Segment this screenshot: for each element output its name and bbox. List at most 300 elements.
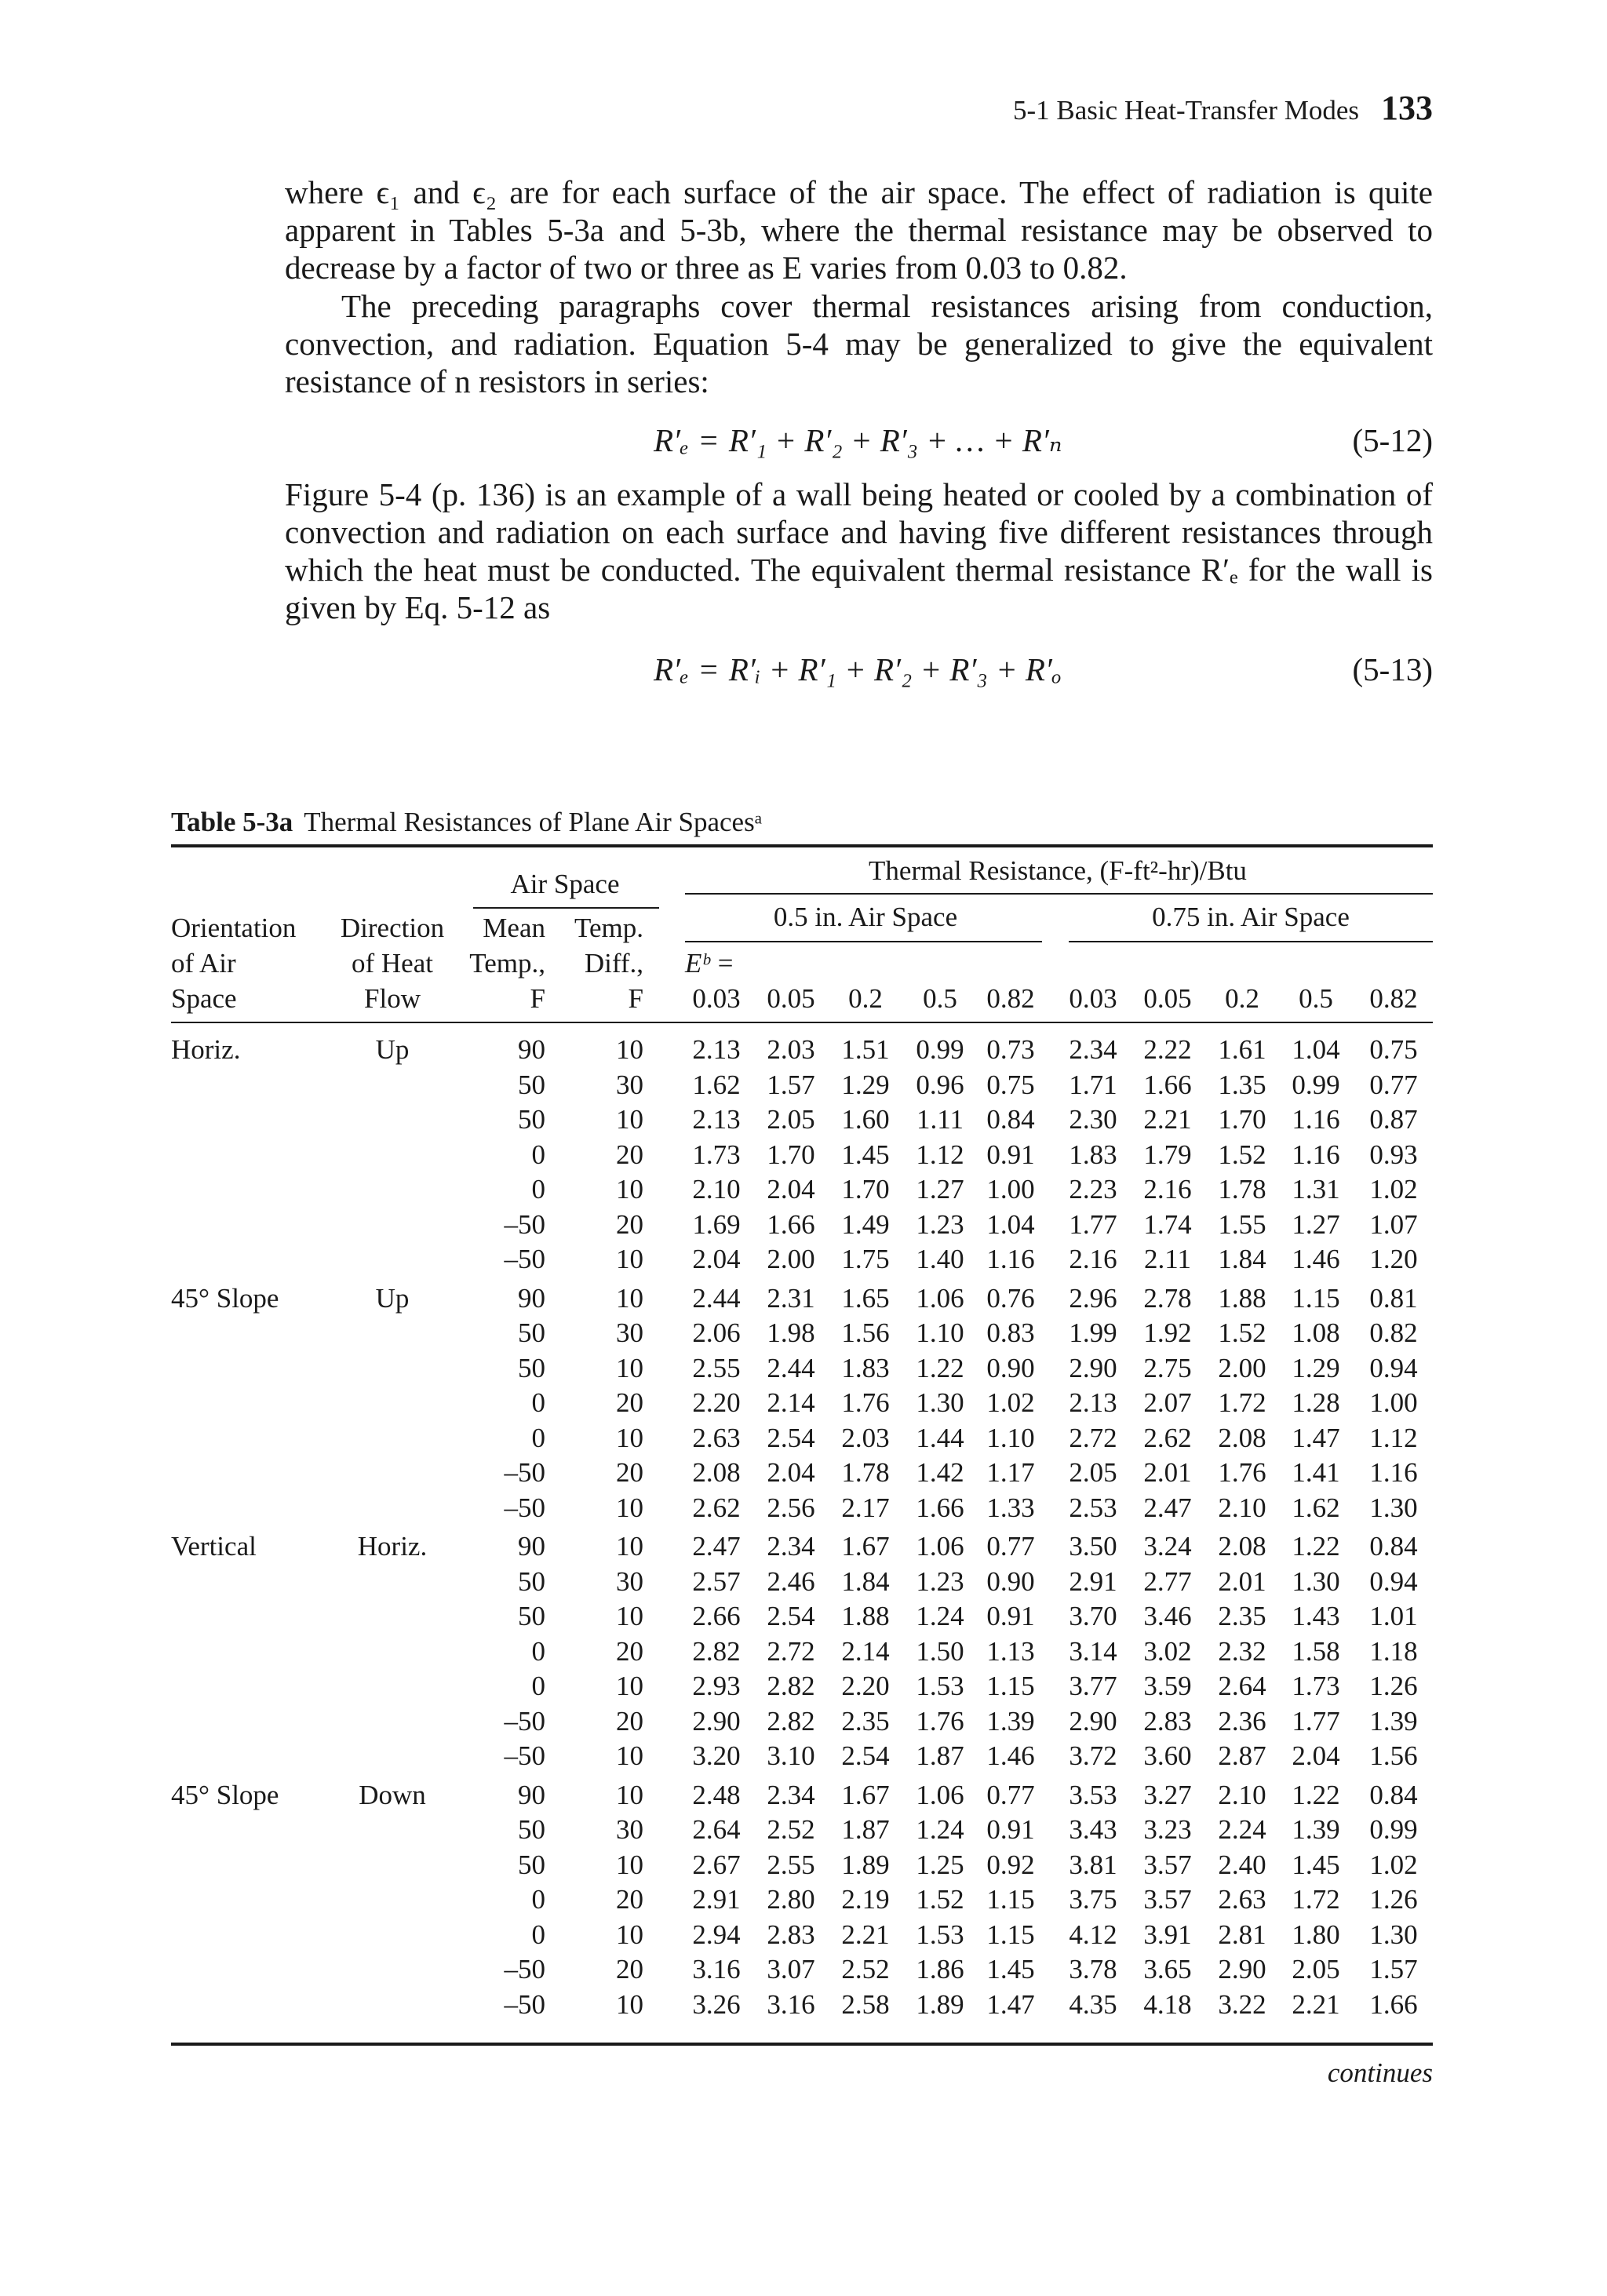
resistance-cell: 1.66	[1143, 1069, 1192, 1100]
resistance-cell: 2.72	[1069, 1422, 1117, 1453]
resistance-cell: 2.62	[692, 1492, 741, 1523]
header-air-space: Air Space	[510, 869, 620, 899]
resistance-cell: 1.62	[692, 1069, 741, 1100]
resistance-cell: 1.17	[986, 1457, 1035, 1488]
resistance-cell: 2.14	[767, 1387, 815, 1418]
resistance-cell: 2.08	[1218, 1531, 1266, 1562]
resistance-cell: 2.64	[1218, 1671, 1266, 1701]
temp-diff-cell: 10	[616, 1034, 643, 1065]
resistance-cell: 3.57	[1143, 1849, 1192, 1880]
resistance-cell: 2.54	[767, 1422, 815, 1453]
resistance-cell: 2.10	[1218, 1492, 1266, 1523]
header-mean-temp	[451, 910, 545, 1016]
resistance-cell: 1.60	[841, 1104, 890, 1135]
resistance-cell: 0.75	[986, 1069, 1035, 1100]
resistance-cell: 1.04	[986, 1208, 1035, 1240]
mean-temp-cell: 50	[518, 1849, 545, 1880]
resistance-cell: 3.91	[1143, 1919, 1192, 1950]
header-line: Direction	[340, 913, 445, 943]
header-group-05in: 0.5 in. Air Space	[773, 902, 958, 932]
resistance-cell: 0.77	[986, 1779, 1035, 1810]
resistance-cell: 3.77	[1069, 1671, 1117, 1701]
resistance-cell: 1.51	[841, 1034, 890, 1065]
equation-lhs: R′ₑ	[654, 422, 689, 458]
resistance-cell: 1.33	[986, 1492, 1035, 1523]
resistance-cell: 2.16	[1143, 1174, 1192, 1204]
resistance-cell: 2.08	[692, 1457, 741, 1488]
group-075in-underline	[1069, 941, 1433, 942]
resistance-cell: 1.02	[1369, 1174, 1418, 1204]
resistance-cell: 2.46	[767, 1565, 815, 1597]
header-line: Orientation	[171, 913, 297, 943]
header-line: of Air	[171, 948, 236, 979]
resistance-cell: 2.00	[1218, 1352, 1266, 1383]
resistance-cell: 1.26	[1369, 1671, 1418, 1701]
resistance-cell: 2.54	[767, 1601, 815, 1631]
resistance-cell: 1.22	[1292, 1531, 1340, 1562]
resistance-cell: 1.66	[1369, 1988, 1418, 2020]
resistance-cell: 1.50	[916, 1635, 964, 1667]
page-number: 133	[1381, 89, 1433, 127]
resistance-cell: 0.91	[986, 1139, 1035, 1170]
resistance-cell: 1.10	[916, 1317, 964, 1348]
resistance-cell: 2.82	[692, 1635, 741, 1667]
resistance-cell: 3.16	[692, 1954, 741, 1984]
resistance-cell: 3.43	[1069, 1814, 1117, 1845]
mean-temp-cell: 90	[518, 1034, 545, 1065]
temp-diff-cell: 10	[616, 1352, 643, 1383]
resistance-cell: 2.90	[1069, 1705, 1117, 1737]
temp-diff-cell: 30	[616, 1565, 643, 1597]
resistance-cell: 2.04	[692, 1244, 741, 1274]
resistance-cell: 1.26	[1369, 1884, 1418, 1915]
thermal-resistance-underline	[685, 893, 1433, 895]
header-orientation	[171, 910, 296, 1016]
paragraph-1	[285, 173, 1433, 286]
resistance-cell: 1.00	[1369, 1387, 1418, 1418]
resistance-cell: 0.77	[986, 1531, 1035, 1562]
resistance-cell: 2.13	[692, 1034, 741, 1065]
resistance-cell: 2.21	[1143, 1104, 1192, 1135]
resistance-cell: 1.45	[841, 1139, 890, 1170]
resistance-cell: 2.96	[1069, 1282, 1117, 1314]
resistance-cell: 1.70	[1218, 1104, 1266, 1135]
resistance-cell: 0.84	[986, 1104, 1035, 1135]
resistance-cell: 1.27	[916, 1174, 964, 1204]
mean-temp-cell: –50	[504, 1954, 545, 1984]
resistance-cell: 2.94	[692, 1919, 741, 1950]
resistance-cell: 1.72	[1292, 1884, 1340, 1915]
resistance-cell: 0.84	[1369, 1779, 1418, 1810]
resistance-cell: 1.12	[916, 1139, 964, 1170]
resistance-cell: 1.58	[1292, 1635, 1340, 1667]
resistance-cell: 0.92	[986, 1849, 1035, 1880]
emissivity-header-cell: 0.2	[1225, 983, 1259, 1014]
resistance-cell: 1.56	[841, 1317, 890, 1348]
resistance-cell: 2.35	[841, 1705, 890, 1737]
header-line: F	[628, 983, 643, 1014]
resistance-cell: 2.63	[692, 1422, 741, 1453]
resistance-cell: 1.53	[916, 1919, 964, 1950]
resistance-cell: 2.57	[692, 1565, 741, 1597]
header-line: F	[530, 983, 545, 1014]
resistance-cell: 2.06	[692, 1317, 741, 1348]
resistance-cell: 1.87	[916, 1740, 964, 1771]
resistance-cell: 1.40	[916, 1244, 964, 1274]
resistance-cell: 2.05	[767, 1104, 815, 1135]
mean-temp-cell: –50	[504, 1244, 545, 1274]
resistance-cell: 1.70	[841, 1174, 890, 1204]
table-top-rule	[171, 844, 1433, 847]
resistance-cell: 3.26	[692, 1988, 741, 2020]
resistance-cell: 1.57	[767, 1069, 815, 1100]
paragraph-3	[285, 476, 1433, 626]
mean-temp-cell: 90	[518, 1779, 545, 1810]
resistance-cell: 1.88	[1218, 1282, 1266, 1314]
resistance-cell: 4.18	[1143, 1988, 1192, 2020]
resistance-cell: 2.31	[767, 1282, 815, 1314]
resistance-cell: 1.35	[1218, 1069, 1266, 1100]
resistance-cell: 1.23	[916, 1565, 964, 1597]
resistance-cell: 1.42	[916, 1457, 964, 1488]
resistance-cell: 3.16	[767, 1988, 815, 2020]
mean-temp-cell: 0	[531, 1671, 545, 1701]
temp-diff-cell: 20	[616, 1954, 643, 1984]
resistance-cell: 2.63	[1218, 1884, 1266, 1915]
resistance-cell: 2.91	[692, 1884, 741, 1915]
resistance-cell: 2.07	[1143, 1387, 1192, 1418]
resistance-cell: 2.66	[692, 1601, 741, 1631]
resistance-cell: 0.82	[1369, 1317, 1418, 1348]
mean-temp-cell: 50	[518, 1601, 545, 1631]
resistance-cell: 3.07	[767, 1954, 815, 1984]
resistance-cell: 1.66	[767, 1208, 815, 1240]
resistance-cell: 3.57	[1143, 1884, 1192, 1915]
resistance-cell: 1.52	[916, 1884, 964, 1915]
resistance-cell: 3.81	[1069, 1849, 1117, 1880]
emissivity-header-cell: 0.82	[986, 983, 1035, 1014]
resistance-cell: 2.16	[1069, 1244, 1117, 1274]
resistance-cell: 1.28	[1292, 1387, 1340, 1418]
resistance-cell: 2.75	[1143, 1352, 1192, 1383]
resistance-cell: 1.76	[916, 1705, 964, 1737]
resistance-cell: 0.94	[1369, 1352, 1418, 1383]
resistance-cell: 1.56	[1369, 1740, 1418, 1771]
resistance-cell: 2.35	[1218, 1601, 1266, 1631]
resistance-cell: 1.61	[1218, 1034, 1266, 1065]
header-line: of Heat	[352, 948, 433, 979]
equation-lhs: R′ₑ	[654, 651, 689, 687]
resistance-cell: 2.17	[841, 1492, 890, 1523]
resistance-cell: 2.52	[841, 1954, 890, 1984]
resistance-cell: 1.76	[1218, 1457, 1266, 1488]
resistance-cell: 1.70	[767, 1139, 815, 1170]
orientation-cell: 45° Slope	[171, 1282, 279, 1314]
resistance-cell: 0.76	[986, 1282, 1035, 1314]
temp-diff-cell: 10	[616, 1531, 643, 1562]
resistance-cell: 2.54	[841, 1740, 890, 1771]
air-space-underline	[473, 907, 659, 909]
resistance-cell: 1.46	[986, 1740, 1035, 1771]
emissivity-header-cell: 0.05	[767, 983, 815, 1014]
section-title: 5-1 Basic Heat-Transfer Modes	[1013, 95, 1359, 126]
temp-diff-cell: 10	[616, 1740, 643, 1771]
emissivity-header-cell: 0.2	[848, 983, 883, 1014]
resistance-cell: 2.01	[1143, 1457, 1192, 1488]
resistance-cell: 1.92	[1143, 1317, 1192, 1348]
paragraph-3-text: Figure 5-4 (p. 136) is an example of a wall being heated or cooled by a combination of convection and radiation on each surface and having five different resistances through which the heat must be conducted. The equivalent thermal resistance R′ₑ for the wall is given by Eq. 5-12 as	[285, 476, 1433, 625]
resistance-cell: 1.39	[1292, 1814, 1340, 1845]
resistance-cell: 1.16	[1292, 1104, 1340, 1135]
resistance-cell: 3.27	[1143, 1779, 1192, 1810]
header-line: Space	[171, 983, 237, 1014]
resistance-cell: 2.82	[767, 1671, 815, 1701]
resistance-cell: 1.02	[986, 1387, 1035, 1418]
resistance-cell: 0.99	[1292, 1069, 1340, 1100]
resistance-cell: 1.39	[1369, 1705, 1418, 1737]
paragraph-2-text: The preceding paragraphs cover thermal resistances arising from conduction, convection, and radiation. Equation 5-4 may be generalized to give the equivalent resistance of n resistors in series:	[285, 288, 1433, 399]
paragraph-1-text: where ϵ₁ and ϵ₂ are for each surface of the air space. The effect of radiation is quite apparent in Tables 5-3a and 5-3b, where the thermal resistance may be observed to decrease by a factor of two or three as E varies from 0.03 to 0.82.	[285, 174, 1433, 286]
resistance-cell: 2.80	[767, 1884, 815, 1915]
resistance-cell: 1.04	[1292, 1034, 1340, 1065]
continues-note: continues	[1327, 2057, 1433, 2088]
temp-diff-cell: 30	[616, 1814, 643, 1845]
direction-cell: Up	[375, 1034, 410, 1065]
mean-temp-cell: 90	[518, 1282, 545, 1314]
resistance-cell: 2.81	[1218, 1919, 1266, 1950]
resistance-cell: 2.05	[1292, 1954, 1340, 1984]
resistance-cell: 1.86	[916, 1954, 964, 1984]
resistance-cell: 2.19	[841, 1884, 890, 1915]
temp-diff-cell: 10	[616, 1174, 643, 1204]
emissivity-header-cell: 0.5	[923, 983, 957, 1014]
resistance-cell: 1.30	[1292, 1565, 1340, 1597]
resistance-cell: 0.75	[1369, 1034, 1418, 1065]
emissivity-header-cell: 0.05	[1143, 983, 1192, 1014]
resistance-cell: 1.39	[986, 1705, 1035, 1737]
resistance-cell: 1.23	[916, 1208, 964, 1240]
resistance-cell: 2.55	[767, 1849, 815, 1880]
resistance-cell: 1.99	[1069, 1317, 1117, 1348]
resistance-cell: 1.16	[1292, 1139, 1340, 1170]
resistance-cell: 1.76	[841, 1387, 890, 1418]
resistance-cell: 1.06	[916, 1282, 964, 1314]
resistance-cell: 1.77	[1292, 1705, 1340, 1737]
resistance-cell: 1.16	[986, 1244, 1035, 1274]
temp-diff-cell: 20	[616, 1387, 643, 1418]
resistance-cell: 2.82	[767, 1705, 815, 1737]
temp-diff-cell: 10	[616, 1849, 643, 1880]
resistance-cell: 1.69	[692, 1208, 741, 1240]
header-line: Temp.,	[469, 948, 545, 979]
temp-diff-cell: 10	[616, 1601, 643, 1631]
mean-temp-cell: 0	[531, 1422, 545, 1453]
emissivity-header-cell: 0.03	[1069, 983, 1117, 1014]
resistance-cell: 3.75	[1069, 1884, 1117, 1915]
equation-rhs: R′ᵢ + R′₁ + R′₂ + R′₃ + R′ₒ	[728, 651, 1062, 687]
resistance-cell: 2.36	[1218, 1705, 1266, 1737]
resistance-cell: 1.73	[692, 1139, 741, 1170]
mean-temp-cell: 50	[518, 1069, 545, 1100]
resistance-cell: 4.35	[1069, 1988, 1117, 2020]
table-title: Thermal Resistances of Plane Air Spacesᵃ	[304, 807, 763, 837]
resistance-cell: 2.00	[767, 1244, 815, 1274]
mean-temp-cell: 0	[531, 1387, 545, 1418]
resistance-cell: 2.90	[1069, 1352, 1117, 1383]
resistance-cell: 3.72	[1069, 1740, 1117, 1771]
resistance-cell: 0.83	[986, 1317, 1035, 1348]
header-line: Mean	[483, 913, 545, 943]
resistance-cell: 1.52	[1218, 1317, 1266, 1348]
resistance-cell: 2.90	[1218, 1954, 1266, 1984]
resistance-cell: 1.84	[1218, 1244, 1266, 1274]
resistance-cell: 2.01	[1218, 1565, 1266, 1597]
resistance-cell: 1.08	[1292, 1317, 1340, 1348]
resistance-cell: 1.87	[841, 1814, 890, 1845]
resistance-cell: 3.70	[1069, 1601, 1117, 1631]
resistance-cell: 1.45	[1292, 1849, 1340, 1880]
mean-temp-cell: 50	[518, 1104, 545, 1135]
emissivity-header-cell: 0.82	[1369, 983, 1418, 1014]
temp-diff-cell: 30	[616, 1317, 643, 1348]
resistance-cell: 2.13	[1069, 1387, 1117, 1418]
temp-diff-cell: 20	[616, 1884, 643, 1915]
resistance-cell: 2.21	[841, 1919, 890, 1950]
header-line: Temp.	[574, 913, 643, 943]
resistance-cell: 2.67	[692, 1849, 741, 1880]
resistance-cell: 1.15	[986, 1671, 1035, 1701]
resistance-cell: 2.24	[1218, 1814, 1266, 1845]
resistance-cell: 1.10	[986, 1422, 1035, 1453]
table-bottom-rule	[171, 2043, 1433, 2046]
resistance-cell: 0.93	[1369, 1139, 1418, 1170]
resistance-cell: 3.60	[1143, 1740, 1192, 1771]
resistance-cell: 1.41	[1292, 1457, 1340, 1488]
resistance-cell: 2.10	[1218, 1779, 1266, 1810]
resistance-cell: 2.58	[841, 1988, 890, 2020]
resistance-cell: 1.15	[1292, 1282, 1340, 1314]
resistance-cell: 1.80	[1292, 1919, 1340, 1950]
resistance-cell: 1.43	[1292, 1601, 1340, 1631]
resistance-cell: 2.03	[767, 1034, 815, 1065]
equation-rhs: R′₁ + R′₂ + R′₃ + … + R′ₙ	[728, 422, 1062, 458]
resistance-cell: 1.83	[1069, 1139, 1117, 1170]
mean-temp-cell: 0	[531, 1139, 545, 1170]
running-head	[1013, 88, 1433, 128]
resistance-cell: 2.72	[767, 1635, 815, 1667]
resistance-cell: 1.52	[1218, 1139, 1266, 1170]
mean-temp-cell: 50	[518, 1565, 545, 1597]
resistance-cell: 1.98	[767, 1317, 815, 1348]
resistance-cell: 2.34	[1069, 1034, 1117, 1065]
equation-number: (5-13)	[1352, 651, 1433, 687]
mean-temp-cell: 0	[531, 1884, 545, 1915]
equation-5-12: R′ₑ = R′₁ + R′₂ + R′₃ + … + R′ₙ (5-12)	[654, 422, 1433, 458]
resistance-cell: 3.46	[1143, 1601, 1192, 1631]
temp-diff-cell: 30	[616, 1069, 643, 1100]
resistance-cell: 0.90	[986, 1565, 1035, 1597]
direction-cell: Horiz.	[357, 1531, 428, 1562]
resistance-cell: 3.53	[1069, 1779, 1117, 1810]
resistance-cell: 1.20	[1369, 1244, 1418, 1274]
emissivity-header-cell: 0.03	[692, 983, 741, 1014]
resistance-cell: 2.21	[1292, 1988, 1340, 2020]
resistance-cell: 2.14	[841, 1635, 890, 1667]
resistance-cell: 1.00	[986, 1174, 1035, 1204]
resistance-cell: 2.87	[1218, 1740, 1266, 1771]
temp-diff-cell: 10	[616, 1422, 643, 1453]
resistance-cell: 1.67	[841, 1779, 890, 1810]
resistance-cell: 1.13	[986, 1635, 1035, 1667]
mean-temp-cell: –50	[504, 1208, 545, 1240]
resistance-cell: 4.12	[1069, 1919, 1117, 1950]
resistance-cell: 1.06	[916, 1531, 964, 1562]
header-thermal-resistance: Thermal Resistance, (F-ft²-hr)/Btu	[869, 855, 1247, 886]
resistance-cell: 2.93	[692, 1671, 741, 1701]
temp-diff-cell: 20	[616, 1457, 643, 1488]
temp-diff-cell: 20	[616, 1705, 643, 1737]
resistance-cell: 2.52	[767, 1814, 815, 1845]
resistance-cell: 2.55	[692, 1352, 741, 1383]
resistance-cell: 2.03	[841, 1422, 890, 1453]
mean-temp-cell: 0	[531, 1174, 545, 1204]
resistance-cell: 2.04	[1292, 1740, 1340, 1771]
header-group-075in: 0.75 in. Air Space	[1152, 902, 1350, 932]
resistance-cell: 1.75	[841, 1244, 890, 1274]
resistance-cell: 2.11	[1144, 1244, 1191, 1274]
orientation-cell: Vertical	[171, 1531, 257, 1562]
emissivity-header-cell: 0.5	[1299, 983, 1333, 1014]
resistance-cell: 3.14	[1069, 1635, 1117, 1667]
resistance-cell: 1.30	[1369, 1919, 1418, 1950]
resistance-cell: 1.62	[1292, 1492, 1340, 1523]
table-header-rule	[171, 1022, 1433, 1023]
resistance-cell: 1.01	[1369, 1601, 1418, 1631]
resistance-cell: 0.91	[986, 1601, 1035, 1631]
resistance-cell: 2.34	[767, 1531, 815, 1562]
resistance-cell: 3.65	[1143, 1954, 1192, 1984]
resistance-cell: 1.30	[916, 1387, 964, 1418]
mean-temp-cell: 50	[518, 1814, 545, 1845]
equation-number: (5-12)	[1352, 422, 1433, 458]
resistance-cell: 2.64	[692, 1814, 741, 1845]
header-line: Diff.,	[584, 948, 643, 979]
temp-diff-cell: 10	[616, 1282, 643, 1314]
resistance-cell: 2.10	[692, 1174, 741, 1204]
temp-diff-cell: 20	[616, 1208, 643, 1240]
direction-cell: Up	[375, 1282, 410, 1314]
resistance-cell: 2.34	[767, 1779, 815, 1810]
resistance-cell: 1.72	[1218, 1387, 1266, 1418]
resistance-cell: 1.46	[1292, 1244, 1340, 1274]
resistance-cell: 2.30	[1069, 1104, 1117, 1135]
resistance-cell: 0.99	[1369, 1814, 1418, 1845]
resistance-cell: 1.66	[916, 1492, 964, 1523]
resistance-cell: 2.32	[1218, 1635, 1266, 1667]
resistance-cell: 2.22	[1143, 1034, 1192, 1065]
resistance-cell: 1.11	[916, 1104, 964, 1135]
resistance-cell: 2.23	[1069, 1174, 1117, 1204]
resistance-cell: 2.91	[1069, 1565, 1117, 1597]
resistance-cell: 1.79	[1143, 1139, 1192, 1170]
temp-diff-cell: 20	[616, 1635, 643, 1667]
resistance-cell: 2.90	[692, 1705, 741, 1737]
resistance-cell: 0.91	[986, 1814, 1035, 1845]
temp-diff-cell: 10	[616, 1988, 643, 2020]
temp-diff-cell: 20	[616, 1139, 643, 1170]
resistance-cell: 1.55	[1218, 1208, 1266, 1240]
resistance-cell: 1.89	[916, 1988, 964, 2020]
